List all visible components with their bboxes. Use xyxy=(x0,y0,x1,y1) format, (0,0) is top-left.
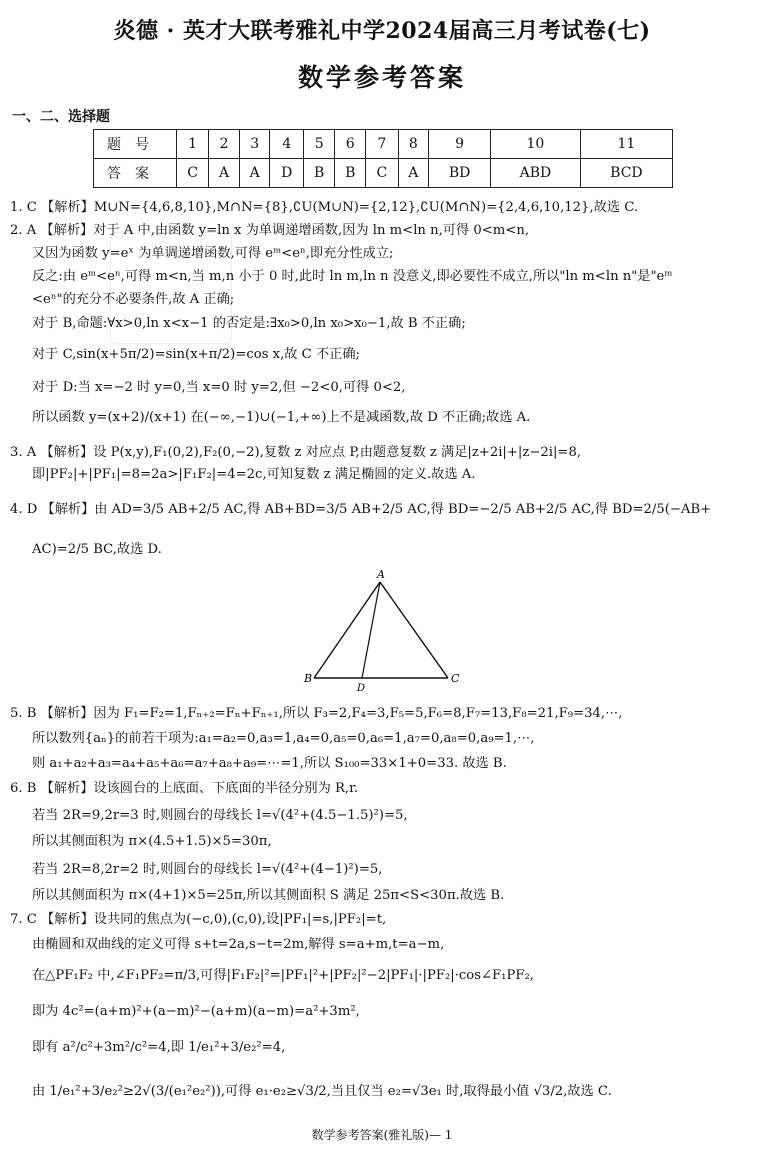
solution-line: 5. B 【解析】因为 F₁=F₂=1,Fₙ₊₂=Fₙ+Fₙ₊₁,所以 F₃=2,F₄=3,F₅=5,F₆=8,F₇=13,F₈=21,F₉=34,⋯, xyxy=(10,706,623,721)
solution-line: 对于 B,命题:∀x>0,ln x<x−1 的否定是:∃x₀>0,ln x₀>x₀−1,故 B 不正确; xyxy=(32,316,466,331)
triangle-edge-ab xyxy=(314,582,380,678)
point-label-d: D xyxy=(357,683,366,692)
answer-cell: BCD xyxy=(580,159,672,188)
solution-line: 7. C 【解析】设共同的焦点为(−c,0),(c,0),设|PF₁|=s,|PF₂|=t, xyxy=(10,912,387,927)
solution-line: 若当 2R=8,2r=2 时,则圆台的母线长 l=√(4²+(4−1)²)=5, xyxy=(32,862,383,877)
solution-line: 反之:由 eᵐ<eⁿ,可得 m<n,当 m,n 小于 0 时,此时 ln m,ln n 没意义,即必要性不成立,所以"ln m<ln n"是"eᵐ xyxy=(32,269,673,284)
solution-line: 所以数列{aₙ}的前若干项为:a₁=a₂=0,a₃=1,a₄=0,a₅=0,a₆=1,a₇=0,a₈=0,a₉=1,⋯, xyxy=(32,731,535,746)
question-number-cell: 7 xyxy=(366,130,398,159)
question-number-cell: 8 xyxy=(398,130,429,159)
solution-line: 即|PF₂|+|PF₁|=8=2a>|F₁F₂|=4=2c,可知复数 z 满足椭圆的定义.故选 A. xyxy=(32,467,476,482)
answer-cell: BD xyxy=(429,159,491,188)
answer-cell: B xyxy=(304,159,335,188)
table-header-cell: 题号 xyxy=(94,130,177,159)
question-number-cell: 10 xyxy=(491,130,581,159)
vertex-label-a: A xyxy=(377,568,385,581)
solution-line: 6. B 【解析】设该圆台的上底面、下底面的半径分别为 R,r. xyxy=(10,781,359,796)
segment-ad xyxy=(362,582,380,678)
answer-cell: A xyxy=(209,159,240,188)
solution-line: 又因为函数 y=eˣ 为单调递增函数,可得 eᵐ<eⁿ,即充分性成立; xyxy=(32,246,394,261)
answer-cell: A xyxy=(239,159,270,188)
section-label: 一、二、选择题 xyxy=(12,109,110,125)
triangle-edge-ac xyxy=(380,582,448,678)
table-header-cell: 答案 xyxy=(94,159,177,188)
solution-line: 对于 D:当 x=−2 时 y=0,当 x=0 时 y=2,但 −2<0,可得 0<2, xyxy=(32,380,406,395)
question-number-cell: 2 xyxy=(209,130,240,159)
solution-line: 3. A 【解析】设 P(x,y),F₁(0,2),F₂(0,−2),复数 z 对应点 P,由题意复数 z 满足|z+2i|+|z−2i|=8, xyxy=(10,445,582,460)
solution-line: 若当 2R=9,2r=3 时,则圆台的母线长 l=√(4²+(4.5−1.5)²)=5, xyxy=(32,808,408,823)
solution-line: 所以函数 y=(x+2)/(x+1) 在(−∞,−1)∪(−1,+∞)上不是减函数,故 D 不正确;故选 A. xyxy=(32,410,531,425)
answer-cell: A xyxy=(398,159,429,188)
page-title: 炎德 · 英才大联考雅礼中学2024届高三月考试卷(七) xyxy=(113,18,651,44)
solution-line: 对于 C,sin(x+5π/2)=sin(x+π/2)=cos x,故 C 不正确; xyxy=(32,347,360,362)
solution-line: 1. C 【解析】M∪N={4,6,8,10},M∩N={8},∁U(M∪N)={2,12},∁U(M∩N)={2,4,6,10,12},故选 C. xyxy=(10,200,639,215)
table-row-answers xyxy=(94,159,673,188)
solution-line: 即为 4c²=(a+m)²+(a−m)²−(a+m)(a−m)=a²+3m², xyxy=(32,1004,360,1019)
answer-cell: D xyxy=(270,159,304,188)
triangle-figure xyxy=(300,568,470,692)
vertex-label-b: B xyxy=(304,672,313,685)
question-number-cell: 6 xyxy=(335,130,366,159)
question-number-cell: 9 xyxy=(429,130,491,159)
solution-line: <eⁿ"的充分不必要条件,故 A 正确; xyxy=(32,292,235,307)
solution-line: 2. A 【解析】对于 A 中,由函数 y=ln x 为单调递增函数,因为 ln m<ln n,可得 0<m<n, xyxy=(10,223,530,238)
answer-cell: C xyxy=(366,159,398,188)
solution-line: 4. D 【解析】由 AD=3/5 AB+2/5 AC,得 AB+BD=3/5 AB+2/5 AC,得 BD=−2/5 AB+2/5 AC,得 BD=2/5(−AB+ xyxy=(10,502,712,517)
answer-table xyxy=(93,129,673,188)
solution-line: 则 a₁+a₂+a₃=a₄+a₅+a₆=a₇+a₈+a₉=⋯=1,所以 S₁₀₀=33×1+0=33. 故选 B. xyxy=(32,756,507,771)
question-number-cell: 5 xyxy=(304,130,335,159)
question-number-cell: 3 xyxy=(239,130,270,159)
solution-line: 所以其侧面积为 π×(4+1)×5=25π,所以其侧面积 S 满足 25π<S<30π.故选 B. xyxy=(32,888,505,903)
question-number-cell: 1 xyxy=(177,130,209,159)
solution-line: 所以其侧面积为 π×(4.5+1.5)×5=30π, xyxy=(32,834,272,849)
question-number-cell: 11 xyxy=(580,130,672,159)
solution-line: 在△PF₁F₂ 中,∠F₁PF₂=π/3,可得|F₁F₂|²=|PF₁|²+|PF₂|²−2|PF₁|·|PF₂|·cos∠F₁PF₂, xyxy=(32,968,534,983)
page-footer: 数学参考答案(雅礼版)— 1 xyxy=(311,1128,453,1142)
solution-line: 即有 a²/c²+3m²/c²=4,即 1/e₁²+3/e₂²=4, xyxy=(32,1040,286,1055)
answer-cell: ABD xyxy=(491,159,581,188)
answer-cell: B xyxy=(335,159,366,188)
solution-line: 由椭圆和双曲线的定义可得 s+t=2a,s−t=2m,解得 s=a+m,t=a−m, xyxy=(32,937,445,952)
answer-cell: C xyxy=(177,159,209,188)
table-row-numbers xyxy=(94,130,673,159)
solution-line: AC)=2/5 BC,故选 D. xyxy=(32,542,162,557)
question-number-cell: 4 xyxy=(270,130,304,159)
page-subtitle: 数学参考答案 xyxy=(297,63,466,92)
solution-line: 由 1/e₁²+3/e₂²≥2√(3/(e₁²e₂²)),可得 e₁·e₂≥√3/2,当且仅当 e₂=√3e₁ 时,取得最小值 √3/2,故选 C. xyxy=(32,1084,612,1099)
vertex-label-c: C xyxy=(451,672,460,685)
